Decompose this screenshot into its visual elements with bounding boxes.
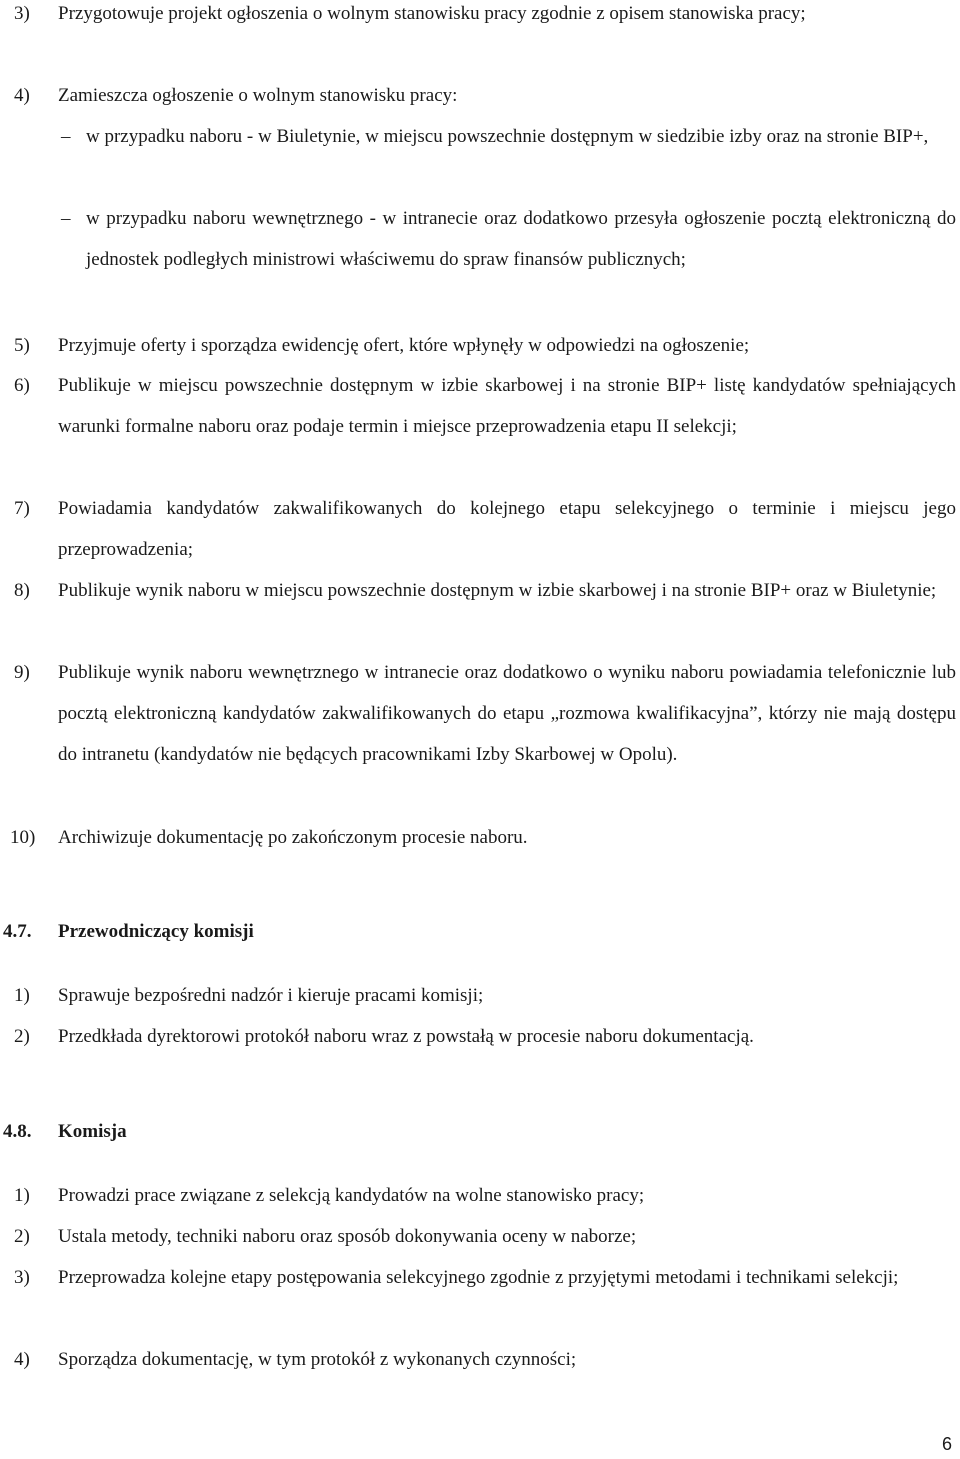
list-item-text: Przedkłada dyrektorowi protokół naboru wraz z powstałą w procesie naboru dokumentacją. [58, 1026, 754, 1047]
list-item-number: 7) [14, 498, 30, 519]
list-item-text: Sprawuje bezpośredni nadzór i kieruje pracami komisji; [58, 985, 484, 1006]
list-item-number: 2) [14, 1226, 30, 1247]
section-number: 4.7. [3, 921, 32, 942]
list-item-number: 9) [14, 662, 30, 683]
list-item-text: Sporządza dokumentację, w tym protokół z wykonanych czynności; [58, 1349, 577, 1370]
dash-bullet: – [61, 208, 71, 229]
sub-list-item-text: w przypadku naboru wewnętrznego - w intranecie oraz dodatkowo przesyła ogłoszenie pocztą elektroniczną do jednostek podległych ministrowi właściwemu do spraw finansów publicznych; [86, 208, 956, 270]
list-item-number: 10) [10, 827, 36, 848]
list-item-number: 4) [14, 85, 30, 106]
list-item-text: Przygotowuje projekt ogłoszenia o wolnym stanowisku pracy zgodnie z opisem stanowiska pracy; [58, 3, 806, 24]
list-item-number: 1) [14, 1185, 30, 1206]
section-title: Komisja [58, 1121, 127, 1142]
list-item-text: Publikuje wynik naboru wewnętrznego w intranecie oraz dodatkowo o wyniku naboru powiadamia telefonicznie lub pocztą elektroniczną kandydatów zakwalifikowanych do etapu „rozmowa kwalifikacyjna”, którzy nie mają dostępu do intranetu (kandydatów nie będących pracownikami Izby Skarbowej w Opolu). [58, 662, 956, 765]
list-item-number: 2) [14, 1026, 30, 1047]
list-item-number: 6) [14, 375, 30, 396]
list-item-text: Przyjmuje oferty i sporządza ewidencję ofert, które wpłynęły w odpowiedzi na ogłoszenie; [58, 335, 750, 356]
list-item-text: Powiadamia kandydatów zakwalifikowanych do kolejnego etapu selekcyjnego o terminie i miejscu jego przeprowadzenia; [58, 498, 956, 560]
list-item-number: 8) [14, 580, 30, 601]
list-item-number: 4) [14, 1349, 30, 1370]
list-item-text: Przeprowadza kolejne etapy postępowania selekcyjnego zgodnie z przyjętymi metodami i technikami selekcji; [58, 1267, 899, 1288]
list-item-text: Prowadzi prace związane z selekcją kandydatów na wolne stanowisko pracy; [58, 1185, 645, 1206]
list-item-text: Archiwizuje dokumentację po zakończonym procesie naboru. [58, 827, 528, 848]
list-item-number: 3) [14, 1267, 30, 1288]
section-number: 4.8. [3, 1121, 32, 1142]
list-item-number: 1) [14, 985, 30, 1006]
list-item-text: Zamieszcza ogłoszenie o wolnym stanowisku pracy: [58, 85, 458, 106]
dash-bullet: – [61, 126, 71, 147]
list-item-number: 3) [14, 3, 30, 24]
list-item-text: Publikuje wynik naboru w miejscu powszechnie dostępnym w izbie skarbowej i na stronie BIP+ oraz w Biuletynie; [58, 580, 937, 601]
list-item-text: Ustala metody, techniki naboru oraz sposób dokonywania oceny w naborze; [58, 1226, 637, 1247]
section-title: Przewodniczący komisji [58, 921, 254, 942]
list-item-text: Publikuje w miejscu powszechnie dostępnym w izbie skarbowej i na stronie BIP+ listę kandydatów spełniających warunki formalne naboru oraz podaje termin i miejsce przeprowadzenia etapu II selekcji; [58, 375, 956, 437]
page-number: 6 [941, 1434, 952, 1454]
sub-list-item-text: w przypadku naboru - w Biuletynie, w miejscu powszechnie dostępnym w siedzibie izby oraz na stronie BIP+, [86, 126, 929, 147]
list-item-number: 5) [14, 335, 30, 356]
